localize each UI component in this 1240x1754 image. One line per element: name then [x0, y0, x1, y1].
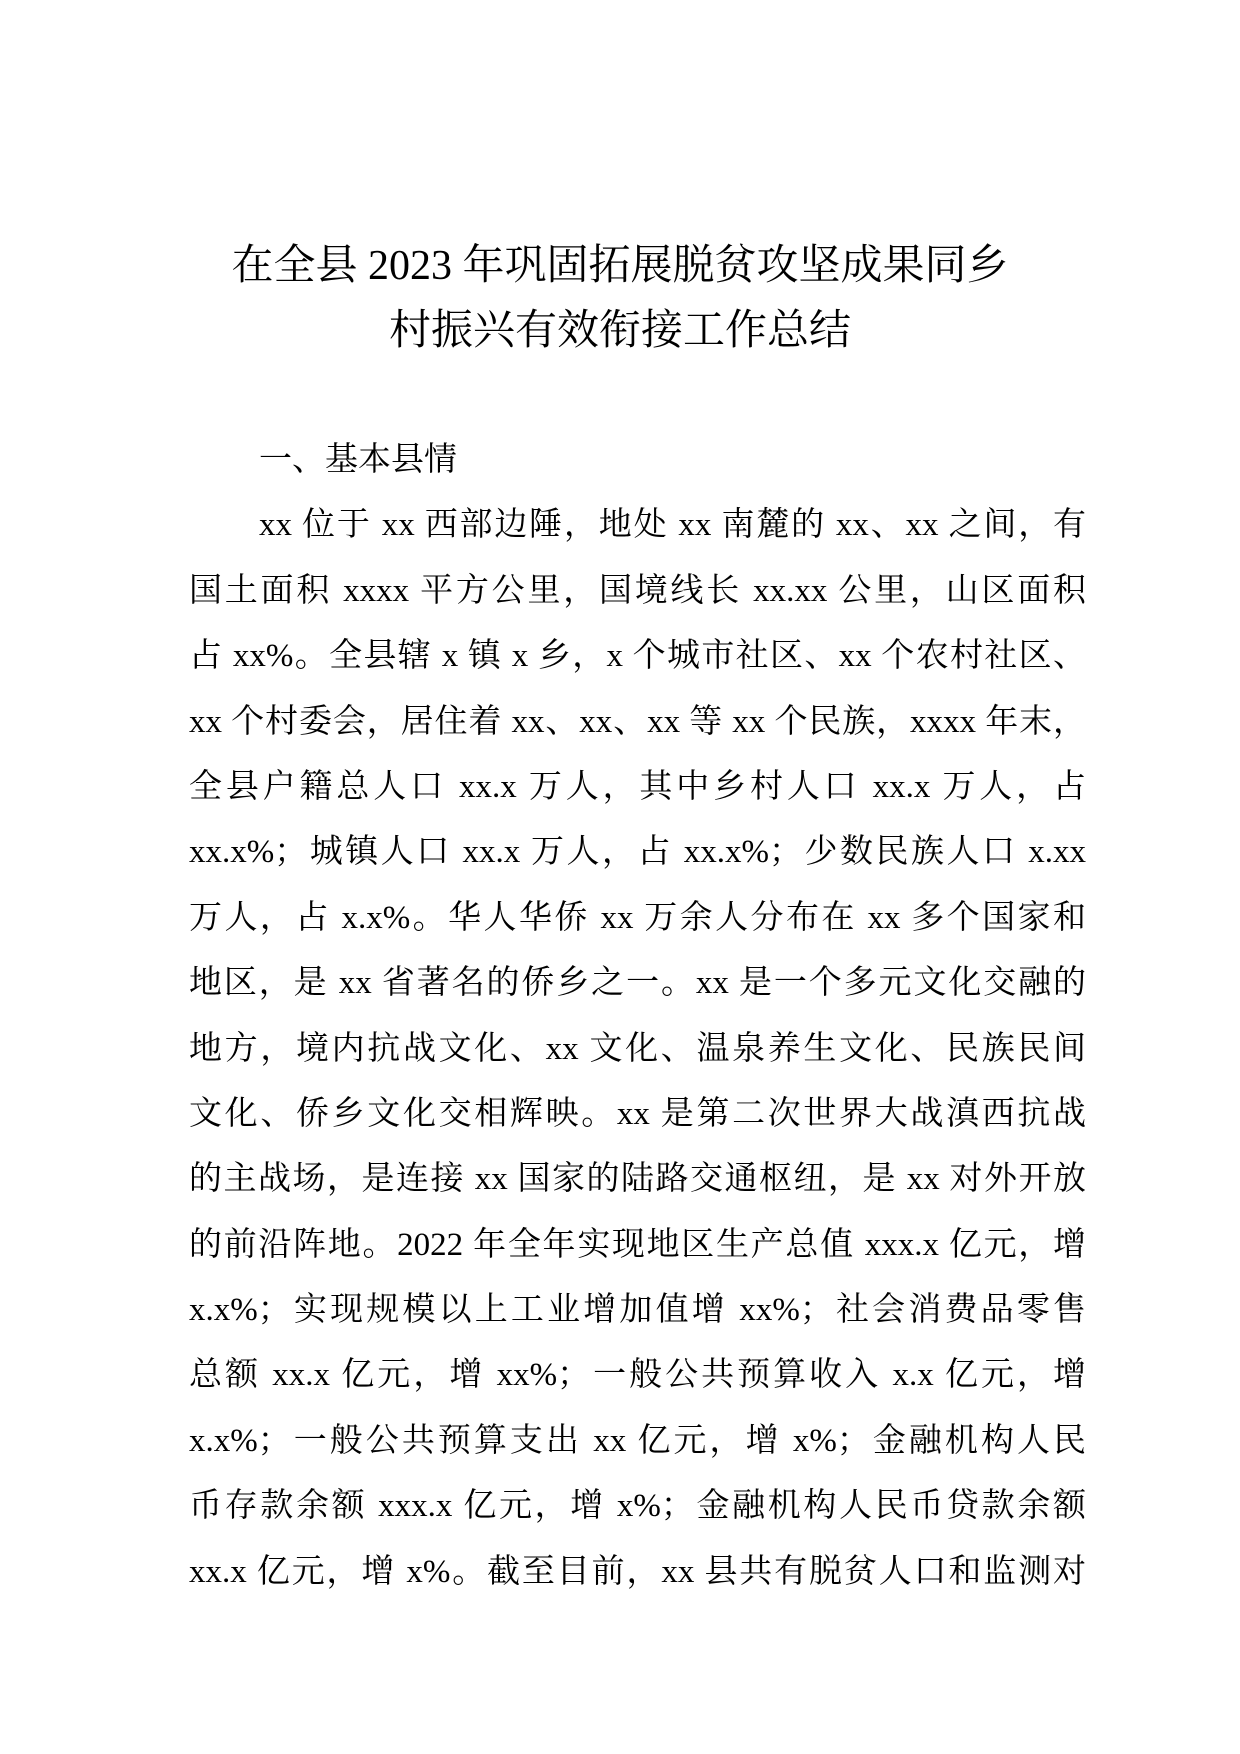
paragraph-line: 文化、侨乡文化交相辉映。xx 是第二次世界大战滇西抗战 [189, 1095, 1086, 1132]
paragraph-line: xx 位于 xx 西部边陲，地处 xx 南麓的 xx、xx 之间，有 [259, 507, 1086, 544]
document-title-line: 在全县 2023 年巩固拓展脱贫攻坚成果同乡 [231, 243, 1009, 289]
document-title [0, 234, 1240, 364]
paragraph-line: 占 xx%。全县辖 x 镇 x 乡，x 个城市社区、xx 个农村社区、 [189, 638, 1086, 675]
paragraph-line: xx.x%；城镇人口 xx.x 万人，占 xx.x%；少数民族人口 x.xx [189, 834, 1086, 871]
body-paragraph [189, 493, 1086, 1605]
document-title-line: 村振兴有效衔接工作总结 [388, 308, 851, 354]
paragraph-line: 全县户籍总人口 xx.x 万人，其中乡村人口 xx.x 万人，占 [189, 768, 1087, 805]
paragraph-line: 总额 xx.x 亿元，增 xx%；一般公共预算收入 x.x 亿元，增 [189, 1357, 1086, 1394]
paragraph-line: 地区，是 xx 省著名的侨乡之一。xx 是一个多元文化交融的 [189, 965, 1086, 1002]
paragraph-line: 国土面积 xxxx 平方公里，国境线长 xx.xx 公里，山区面积 [189, 572, 1086, 609]
paragraph-line: 的前沿阵地。2022 年全年实现地区生产总值 xxx.x 亿元，增 [189, 1226, 1086, 1263]
paragraph-line: 万人，占 x.x%。华人华侨 xx 万余人分布在 xx 多个国家和 [189, 899, 1086, 936]
paragraph-line: 地方，境内抗战文化、xx 文化、温泉养生文化、民族民间 [189, 1030, 1086, 1067]
paragraph-line: 的主战场，是连接 xx 国家的陆路交通枢纽，是 xx 对外开放 [189, 1161, 1086, 1198]
paragraph-line: x.x%；实现规模以上工业增加值增 xx%；社会消费品零售 [189, 1292, 1086, 1329]
paragraph-line: 币存款余额 xxx.x 亿元，增 x%；金融机构人民币贷款余额 [189, 1488, 1086, 1525]
document-body [189, 428, 1086, 1605]
section-heading: 一、基本县情 [259, 442, 457, 478]
paragraph-line: x.x%；一般公共预算支出 xx 亿元，增 x%；金融机构人民 [189, 1422, 1086, 1459]
paragraph-line: xx.x 亿元，增 x%。截至目前，xx 县共有脱贫人口和监测对 [189, 1553, 1086, 1590]
paragraph-line: xx 个村委会，居住着 xx、xx、xx 等 xx 个民族，xxxx 年末， [189, 703, 1087, 740]
